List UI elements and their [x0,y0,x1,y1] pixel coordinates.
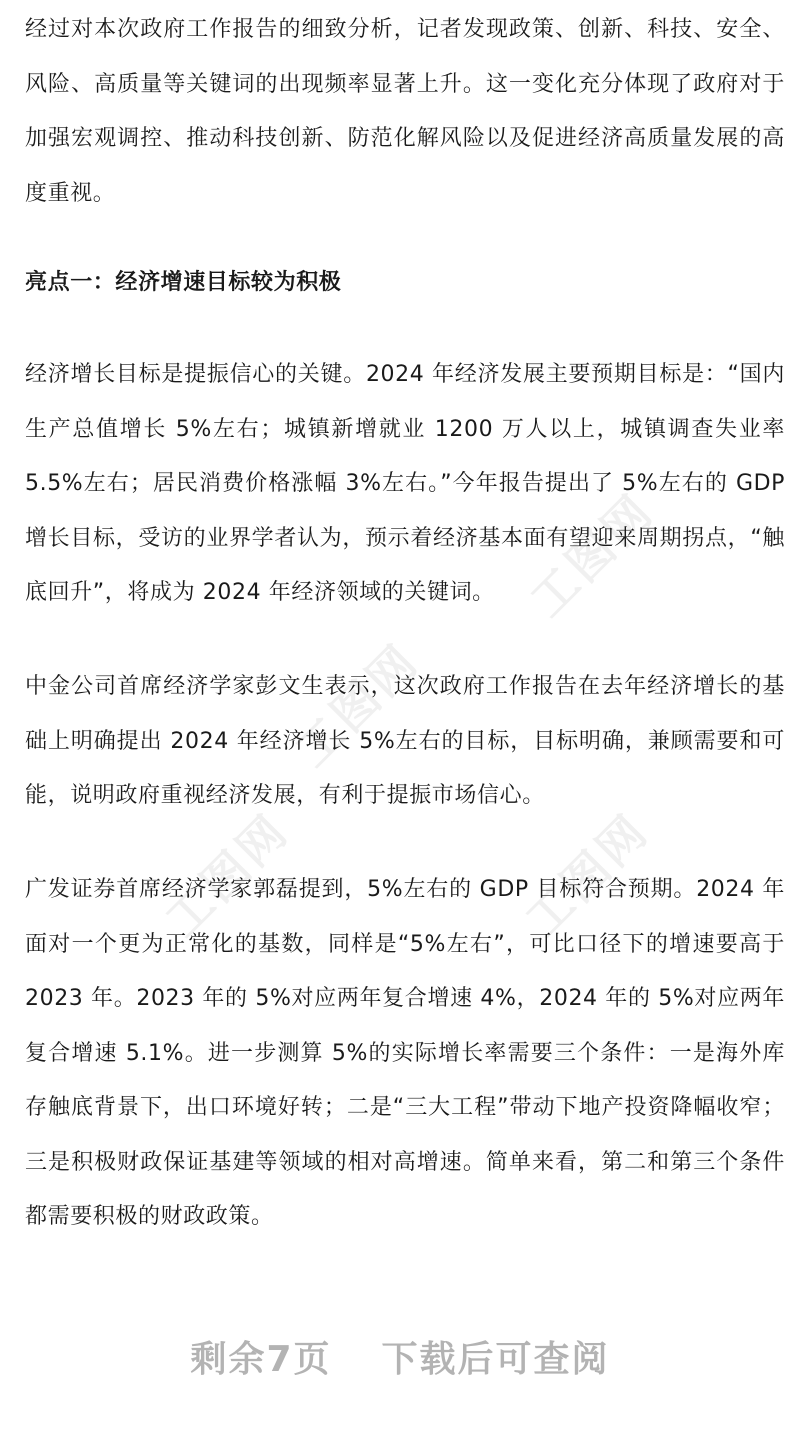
download-to-read-label[interactable]: 下载后可查阅 [381,1339,610,1380]
watermark: 工图网 [514,802,660,948]
paragraph-intro: 经过对本次政府工作报告的细致分析，记者发现政策、创新、科技、安全、风险、高质量等关键词的出现频率显著上升。这一变化充分体现了政府对于加强宏观调控、推动科技创新、防范化解风险以及促进经济高质量发展的高度重视。 [25,17,785,206]
paragraph-growth-target: 经济增长目标是提振信心的关键。2024 年经济发展主要预期目标是：“国内生产总值增长 5%左右；城镇新增就业 1200 万人以上，城镇调查失业率 5.5%左右；居民消费价格涨幅 3%左右。”今年报告提出了 5%左右的 GDP 增长目标，受访的业界学者认为，预示着经济基本面有望迎来周期拐点，“触底回升”，将成为 2024 年经济领域的关键词。 [25,362,785,605]
watermark: 工图网 [284,632,430,778]
section-heading: 亮点一：经济增速目标较为积极 [25,270,342,295]
download-prompt[interactable] [0,1330,800,1390]
paragraph-gf-securities-quote: 广发证券首席经济学家郭磊提到，5%左右的 GDP 目标符合预期。2024 年面对一个更为正常化的基数，同样是“5%左右”，可比口径下的增速要高于 2023 年。2023 年的 5%对应两年复合增速 4%，2024 年的 5%对应两年复合增速 5.1%。进一步测算 5%的实际增长率需要三个条件：一是海外库存触底背景下，出口环境好转；二是“三大工程”带动下地产投资降幅收窄；三是积极财政保证基建等领域的相对高增速。简单来看，第二和第三个条件都需要积极的财政政策。 [25,877,785,1229]
paragraph-cicc-quote: 中金公司首席经济学家彭文生表示，这次政府工作报告在去年经济增长的基础上明确提出 2024 年经济增长 5%左右的目标，目标明确，兼顾需要和可能，说明政府重视经济发展，有利于提振市场信心。 [25,674,785,808]
remaining-pages-label: 剩余7页 [190,1339,332,1380]
watermark: 工图网 [154,802,300,948]
watermark: 工图网 [519,482,665,628]
